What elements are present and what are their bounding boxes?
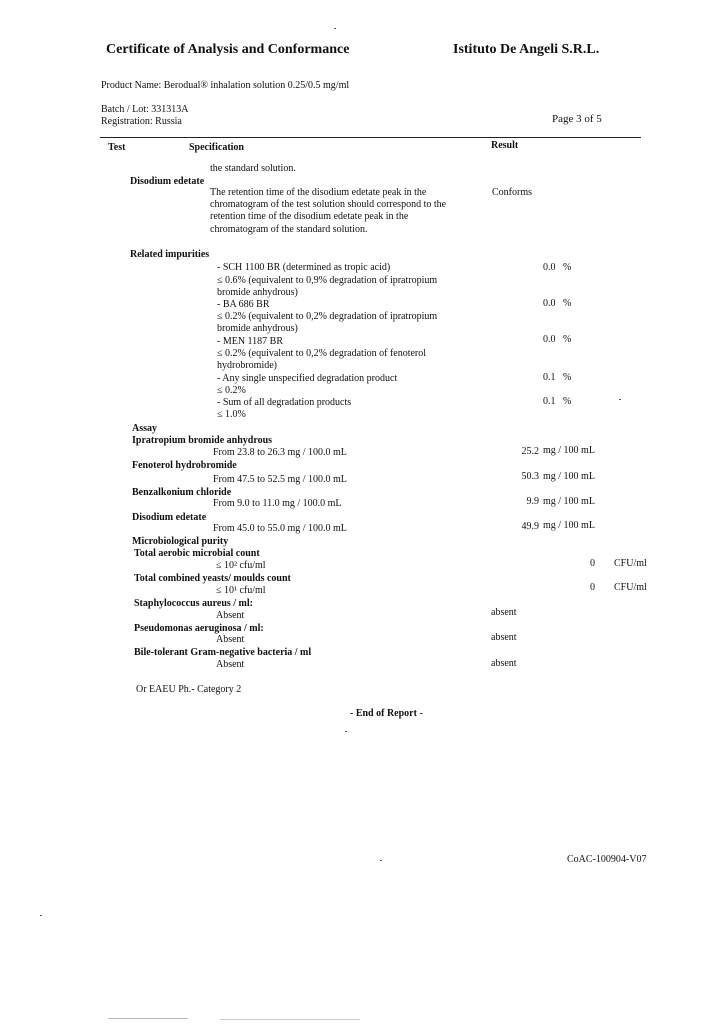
assay-item-name: Disodium edetate (132, 512, 207, 523)
col-specification-header: Specification (189, 142, 244, 153)
assay-unit: mg / 100 mL (543, 471, 595, 482)
spec-line: retention time of the disodium edetate peak in the (210, 211, 409, 222)
spec-line: chromatogram of the test solution should correspond to the (210, 199, 447, 210)
impurity-line: bromide anhydrous) (217, 323, 298, 334)
section-title: Related impurities (130, 249, 210, 260)
micro-value: 0 (590, 558, 595, 569)
assay-value: 9.9 (526, 496, 539, 507)
assay-value: 25.2 (521, 446, 539, 457)
assay-item-name: Benzalkonium chloride (132, 487, 232, 498)
impurity-value: 0.0 (543, 262, 556, 273)
test-name: Disodium edetate (130, 176, 205, 187)
assay-unit: mg / 100 mL (543, 496, 595, 507)
spec-line: The retention time of the disodium edetate peak in the (210, 187, 427, 198)
category-note: Or EAEU Ph.- Category 2 (136, 684, 242, 695)
impurity-unit: % (563, 298, 572, 309)
micro-spec: ≤ 10¹ cfu/ml (216, 585, 266, 596)
assay-item-name: Fenoterol hydrobromide (132, 460, 237, 471)
impurity-line: - Sum of all degradation products (217, 397, 352, 408)
micro-result: absent (491, 607, 517, 618)
micro-test-name: Staphylococcus aureus / ml: (134, 598, 253, 609)
micro-unit: CFU/ml (614, 558, 647, 569)
impurity-line: bromide anhydrous) (217, 287, 298, 298)
impurity-line: hydrobromide) (217, 360, 277, 371)
document-code: CoAC-100904-V07 (567, 854, 647, 865)
section-title: Microbiological purity (132, 536, 229, 547)
micro-value: 0 (590, 582, 595, 593)
micro-spec: Absent (216, 634, 245, 645)
micro-test-name: Total aerobic microbial count (134, 548, 260, 559)
section-title: Assay (132, 423, 158, 434)
assay-value: 50.3 (521, 471, 539, 482)
assay-value: 49.9 (521, 521, 539, 532)
continuation-text: the standard solution. (210, 163, 296, 174)
spec-line: chromatogram of the standard solution. (210, 224, 368, 235)
product-name: Product Name: Berodual® inhalation solution 0.25/0.5 mg/ml (101, 80, 350, 91)
impurity-unit: % (563, 334, 572, 345)
scan-edge-mark (108, 1018, 188, 1019)
company-name: Istituto De Angeli S.R.L. (453, 42, 600, 57)
assay-spec: From 47.5 to 52.5 mg / 100.0 mL (213, 474, 347, 485)
registration: Registration: Russia (101, 116, 182, 127)
assay-unit: mg / 100 mL (543, 520, 595, 531)
batch-lot: Batch / Lot: 331313A (101, 104, 189, 115)
micro-spec: Absent (216, 659, 245, 670)
impurity-line: - MEN 1187 BR (217, 336, 284, 347)
scan-speck (380, 860, 382, 861)
assay-unit: mg / 100 mL (543, 445, 595, 456)
col-result-header: Result (491, 140, 519, 151)
impurity-line: ≤ 0.2% (equivalent to 0,2% degradation of fenoterol (217, 348, 427, 359)
assay-spec: From 23.8 to 26.3 mg / 100.0 mL (213, 447, 347, 458)
scan-speck (619, 399, 621, 400)
impurity-line: ≤ 1.0% (217, 409, 246, 420)
impurity-line: ≤ 0.2% (217, 385, 246, 396)
impurity-value: 0.0 (543, 298, 556, 309)
assay-spec: From 45.0 to 55.0 mg / 100.0 mL (213, 523, 347, 534)
impurity-line: - Any single unspecified degradation product (217, 373, 398, 384)
scan-speck (40, 915, 42, 916)
end-of-report: - End of Report - (350, 708, 423, 719)
impurity-unit: % (563, 396, 572, 407)
assay-spec: From 9.0 to 11.0 mg / 100.0 mL (213, 498, 342, 509)
impurity-unit: % (563, 262, 572, 273)
scan-speck (345, 731, 347, 732)
document-title: Certificate of Analysis and Conformance (106, 42, 350, 57)
impurity-value: 0.0 (543, 334, 556, 345)
impurity-line: - SCH 1100 BR (determined as tropic acid) (217, 262, 391, 273)
micro-test-name: Total combined yeasts/ moulds count (134, 573, 291, 584)
micro-test-name: Pseudomonas aeruginosa / ml: (134, 623, 264, 634)
micro-result: absent (491, 632, 517, 643)
micro-unit: CFU/ml (614, 582, 647, 593)
scan-edge-mark (220, 1019, 360, 1020)
scan-speck (334, 28, 336, 29)
impurity-line: ≤ 0.6% (equivalent to 0,9% degradation of ipratropium (217, 275, 438, 286)
impurity-value: 0.1 (543, 396, 556, 407)
assay-item-name: Ipratropium bromide anhydrous (132, 435, 273, 446)
result-value: Conforms (492, 187, 532, 198)
micro-spec: ≤ 10² cfu/ml (216, 560, 266, 571)
impurity-value: 0.1 (543, 372, 556, 383)
micro-spec: Absent (216, 610, 245, 621)
impurity-unit: % (563, 372, 572, 383)
impurity-line: ≤ 0.2% (equivalent to 0,2% degradation of ipratropium (217, 311, 438, 322)
micro-result: absent (491, 658, 517, 669)
micro-test-name: Bile-tolerant Gram-negative bacteria / ml (134, 647, 312, 658)
impurity-line: - BA 686 BR (217, 299, 270, 310)
col-test-header: Test (108, 142, 126, 153)
page-number: Page 3 of 5 (552, 113, 602, 125)
header-rule (100, 137, 641, 138)
